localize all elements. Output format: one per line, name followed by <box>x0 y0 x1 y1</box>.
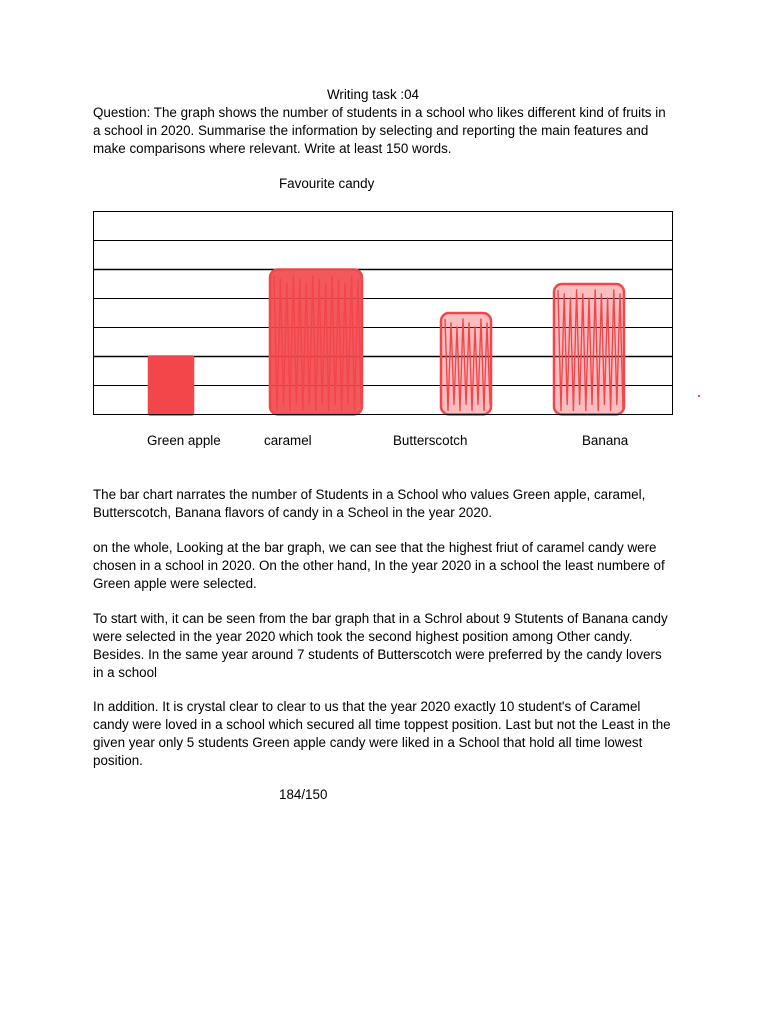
paragraph-intro: The bar chart narrates the number of Students in a School who values Green apple, caramel, Butterscotch, Banana flavors of candy in a Scheol in the year 2020. <box>93 487 646 520</box>
bar-chart <box>0 0 768 460</box>
x-tick-label-butterscotch: Butterscotch <box>393 433 468 448</box>
paragraph-details-1: To start with, it can be seen from the bar graph that in a Schrol about 9 Stutents of Banana candy were selected in the year 2020 which took the second highest position among Other candy. Besides. In the same year around 7 students of Butterscotch were preferred by the candy lovers in a school <box>93 611 668 680</box>
question-text: Question: The graph shows the number of students in a school who likes different kind of fruits in a school in 2020. Summarise the information by selecting and reporting the main features and make comparisons where relevant. Write at least 150 words. <box>93 105 666 156</box>
page-title: Writing task :04 <box>326 87 420 102</box>
word-count: 184/150 <box>279 787 328 802</box>
stray-dot <box>698 395 700 397</box>
x-tick-label-green-apple: Green apple <box>147 433 221 448</box>
bar-green-apple <box>149 357 193 415</box>
chart-title: Favourite candy <box>279 176 375 191</box>
x-tick-label-banana: Banana <box>582 433 629 448</box>
bar-banana <box>554 284 624 415</box>
paragraph-details-2: In addition. It is crystal clear to clear to us that the year 2020 exactly 10 student's of Caramel candy were loved in a school which secured all time toppest position. Last but not the Least in the given year only 5 students Green apple candy were liked in a School that hold all time lowest position. <box>93 699 671 768</box>
bar-caramel <box>270 270 362 415</box>
paragraph-overview: on the whole, Looking at the bar graph, we can see that the highest friut of caramel candy were chosen in a school in 2020. On the other hand, In the year 2020 in a school the least numbere of Green apple were selected. <box>93 540 665 591</box>
bar-butterscotch <box>441 313 491 415</box>
x-tick-label-caramel: caramel <box>264 433 312 448</box>
